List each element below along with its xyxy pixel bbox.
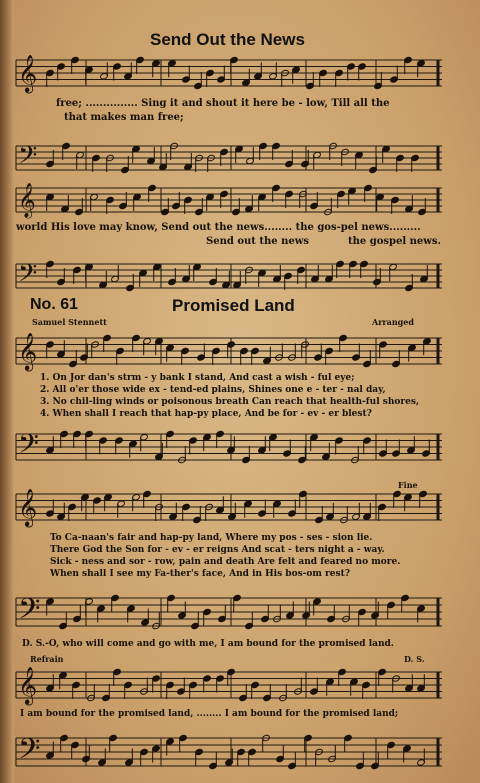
book-binding [0, 0, 14, 783]
lyric-line: that makes man free; [64, 112, 184, 123]
hymn-number: No. 61 [30, 296, 79, 313]
verse-line: To Ca-naan's fair and hap-py land, Where my pos - ses - sion lie. [50, 533, 373, 543]
arranger-credit: Arranged [372, 317, 414, 327]
treble-clef-icon: 𝄞 [18, 54, 38, 92]
lyric-line: Send out the news [206, 236, 309, 247]
verse-line: There God the Son for - ev - er reigns And scat - ters night a - way. [50, 545, 385, 555]
bass-clef-icon: 𝄢 [18, 733, 41, 773]
verse-line: 4. When shall I reach that hap-py place, And be for - ev - er blest? [40, 409, 372, 419]
author-credit: Samuel Stennett [32, 317, 107, 327]
bass-clef-icon: 𝄢 [18, 593, 41, 633]
verse-line: 3. No chil-ling winds or poisonous breath Can reach that health-ful shores, [40, 397, 420, 407]
bass-clef-icon: 𝄢 [18, 259, 38, 294]
music-staff [16, 426, 442, 468]
hymn-title-promised-land: Promised Land [172, 296, 295, 315]
music-staff [16, 590, 442, 634]
music-staff [16, 52, 442, 94]
music-staff [16, 138, 442, 178]
music-staff [16, 486, 442, 528]
verse-line: Sick - ness and sor - row, pain and death Are felt and feared no more. [50, 557, 401, 567]
refrain-label: Refrain [30, 654, 64, 664]
fine-mark: Fine [398, 480, 418, 490]
music-staff [16, 664, 442, 706]
ds-line: D. S.-O, who will come and go with me, I am bound for the promised land. [22, 639, 394, 649]
treble-clef-icon: 𝄞 [18, 332, 38, 370]
bass-clef-icon: 𝄢 [18, 428, 39, 466]
lyric-line: the gospel news. [348, 236, 442, 247]
bass-clef-icon: 𝄢 [18, 141, 38, 176]
ds-mark: D. S. [404, 654, 425, 664]
refrain-line: I am bound for the promised land, ........ I am bound for the promised land; [20, 709, 399, 719]
verse-line: 1. On Jor dan's strm - y bank I stand, And cast a wish - ful eye; [40, 373, 355, 383]
treble-clef-icon: 𝄞 [18, 488, 38, 526]
hymn-title-send-out-the-news: Send Out the News [150, 30, 305, 49]
music-staff [16, 330, 442, 372]
music-staff [16, 256, 442, 296]
music-staff [16, 180, 442, 220]
verse-line: When shall I see my Fa-ther's face, And in His bos-om rest? [50, 569, 351, 579]
treble-clef-icon: 𝄞 [18, 666, 38, 704]
lyric-line: world His love may know, Send out the news........ the gos-pel news......... [16, 222, 421, 233]
treble-clef-icon: 𝄞 [18, 183, 36, 218]
lyric-line: free; ............... Sing it and shout it here be - low, Till all the [56, 98, 390, 109]
music-staff [16, 730, 442, 774]
verse-line: 2. All o'er those wide ex - tend-ed plains, Shines one e - ter - nal day, [40, 385, 386, 395]
